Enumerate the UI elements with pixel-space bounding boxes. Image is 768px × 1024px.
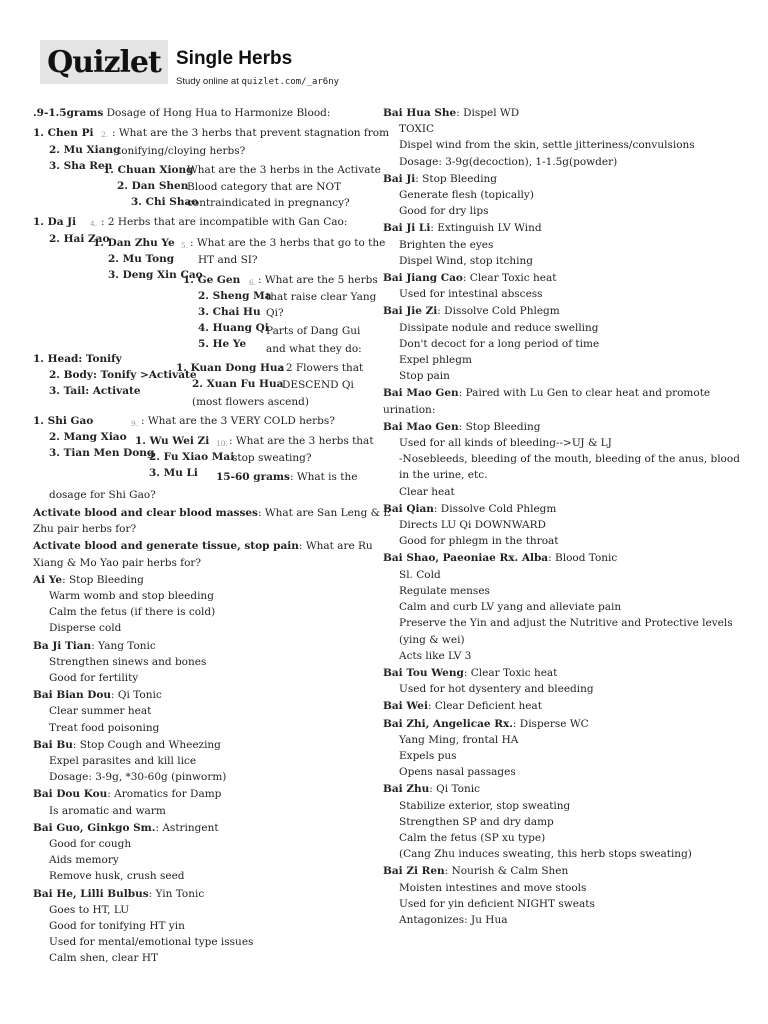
entry-heading: [33, 572, 368, 588]
card-4-question-1: : 2 Herbs that are incompatible with Gan Cao:: [101, 216, 348, 228]
entry-separator: :: [433, 502, 441, 515]
entry-heading: [33, 820, 368, 836]
study-url[interactable]: quizlet.com/_ar6ny: [241, 77, 340, 87]
entry-heading: [33, 505, 391, 521]
entry-heading: [33, 737, 368, 753]
entry-heading: [383, 698, 743, 714]
entry-heading: [383, 419, 743, 435]
card-7-question-2: and what they do:: [266, 343, 362, 355]
card-7-term-3: 3. Tail: Activate: [49, 385, 141, 397]
card-5-question-1: : What are the 3 herbs that go to the: [190, 237, 386, 249]
card-7-term-1: 1. Head: Tonify: [33, 353, 122, 365]
entry-definition: What are Ru: [305, 540, 373, 553]
entry-definition: Qi Tonic: [436, 783, 480, 796]
card-2-question-1: : What are the 3 herbs that prevent stagnation from: [112, 127, 390, 139]
entry-heading: [383, 550, 743, 566]
entry-detail: Strengthen sinews and bones: [49, 655, 207, 668]
entry-definition: Disperse WC: [519, 717, 589, 730]
entry-definition: Yang Tonic: [98, 639, 156, 652]
right-column: [383, 105, 743, 929]
left-entry: [33, 572, 368, 637]
entry-heading: [383, 171, 743, 187]
left-entry: [33, 638, 368, 687]
card-4-term-2: 2. Hai Zao: [49, 233, 110, 245]
card-11-question-2: dosage for Shi Gao?: [49, 489, 156, 501]
entry-detail: Sl. Cold: [399, 568, 441, 581]
entry-separator: :: [462, 272, 470, 285]
entry-definition: Dissolve Cold Phlegm: [440, 502, 557, 515]
entry-separator: :: [298, 540, 306, 553]
entry-heading: [383, 781, 743, 797]
entry-definition: Astringent: [162, 821, 219, 834]
entry-detail: Clear heat: [399, 485, 455, 498]
entry-detail: Good for fertility: [49, 672, 139, 685]
entry-detail: Good for cough: [49, 838, 132, 851]
entry-detail: Preserve the Yin and adjust the Nutritive and Protective levels: [399, 617, 733, 630]
entry-separator: :: [91, 639, 99, 652]
entry-separator: :: [148, 887, 156, 900]
entry-term: Bai Mao Gen: [383, 387, 459, 400]
entry-detail: Remove husk, crush seed: [49, 870, 185, 883]
card-8-question-3: (most flowers ascend): [192, 396, 309, 408]
logo-text: Quizlet: [47, 44, 161, 80]
study-prefix: Study online at: [176, 76, 242, 87]
entry-definition: Clear Toxic heat: [470, 666, 558, 679]
right-entry: [383, 863, 743, 928]
entry-separator: :: [415, 172, 423, 185]
card-3-term-3: 3. Chi Shao: [131, 196, 199, 208]
right-entry: [383, 105, 743, 170]
entry-detail: Clear summer heat: [49, 705, 152, 718]
card-11: [216, 470, 357, 484]
card-3-term-1: 1. Chuan Xiong: [103, 164, 194, 176]
entry-detail: Strengthen SP and dry damp: [399, 815, 554, 828]
entry-separator: :: [107, 788, 115, 801]
entry-term: Bai Hua She: [383, 107, 457, 119]
card-2-term-2: 2. Mu Xiang: [49, 144, 121, 156]
card-7-term-2: 2. Body: Tonify >Activate: [49, 369, 197, 381]
entry-definition: Yin Tonic: [155, 887, 205, 900]
card-6-term-5: 5. He Ye: [198, 338, 247, 350]
entry-detail: Calm the fetus (SP xu type): [399, 831, 546, 844]
entry-detail: Expel phlegm: [399, 354, 472, 367]
entry-definition: Stop Cough and Wheezing: [79, 738, 221, 751]
card-2-term-3: 3. Sha Ren: [49, 160, 113, 172]
entry-heading: [383, 105, 743, 121]
card-10-term-2: 2. Fu Xiao Mai: [149, 451, 235, 463]
entry-definition: Stop Bleeding: [68, 573, 144, 586]
entry-detail: Disperse cold: [49, 622, 122, 635]
entry-term: Bai Bu: [33, 738, 73, 751]
left-entry: [33, 538, 373, 570]
entry-detail: (Cang Zhu induces sweating, this herb stops sweating): [399, 848, 692, 861]
entry-term: Bai Mao Gen: [383, 420, 459, 433]
entry-definition: Qi Tonic: [117, 689, 162, 702]
entry-term: Bai Jie Zi: [383, 305, 438, 318]
card-5-num: 5.: [181, 241, 189, 250]
card-4-term-1: 1. Da Ji: [33, 216, 77, 228]
card-2-term-1: 1. Chen Pi: [33, 127, 94, 139]
entry-definition: Nourish & Calm Shen: [451, 865, 569, 878]
entry-detail: Used for yin deficient NIGHT sweats: [399, 897, 595, 910]
set-title: Single Herbs: [176, 48, 293, 69]
entry-detail: Calm and curb LV yang and alleviate pain: [399, 601, 622, 614]
entry-detail: Stop pain: [399, 370, 450, 383]
card-1-term: .9-1.5grams: [33, 107, 104, 119]
entry-separator: :: [458, 387, 466, 400]
entry-term: Bai Dou Kou: [33, 788, 108, 801]
card-7-question-1: Parts of Dang Gui: [266, 325, 361, 337]
entry-detail: Warm womb and stop bleeding: [49, 590, 214, 603]
entry-detail: Antagonizes: Ju Hua: [399, 913, 508, 926]
entry-detail: Dispel Wind, stop itching: [399, 254, 533, 267]
card-5-term-1: 1. Dan Zhu Ye: [93, 237, 175, 249]
card-9-question-1: : What are the 3 VERY COLD herbs?: [141, 415, 335, 427]
right-entry: [383, 781, 743, 862]
entry-separator: :: [512, 717, 520, 730]
card-3-question-1: What are the 3 herbs in the Activate: [187, 164, 381, 176]
card-3-term-2: 2. Dan Shen: [117, 180, 189, 192]
left-entry: [33, 687, 368, 736]
entry-term: Bai Ji Li: [383, 222, 431, 235]
entry-definition: Dispel WD: [463, 107, 520, 119]
entry-heading: [33, 638, 368, 654]
entry-separator: :: [444, 865, 452, 878]
entry-heading: [383, 220, 743, 236]
entry-heading: [383, 270, 743, 286]
card-8-term-1: 1. Kuan Dong Hua: [176, 362, 285, 374]
card-11-term: 15-60 grams: [216, 471, 290, 483]
entry-term: Bai Zi Ren: [383, 865, 445, 878]
entry-definition: Aromatics for Damp: [114, 788, 222, 801]
entry-detail: Expels pus: [399, 749, 457, 762]
card-6-question-2: that raise clear Yang: [266, 291, 377, 303]
entry-definition: Paired with Lu Gen to clear heat and promote: [465, 387, 711, 400]
entry-detail: Good for dry lips: [399, 205, 489, 218]
entry-term: Bai Bian Dou: [33, 689, 112, 702]
entry-definition: What are San Leng & E: [264, 507, 391, 519]
right-entry: [383, 698, 743, 714]
entry-detail: Acts like LV 3: [399, 649, 472, 662]
entry-definition: Clear Deficient heat: [434, 700, 542, 713]
card-10-term-1: 1. Wu Wei Zi: [135, 435, 210, 447]
right-entry: [383, 270, 743, 302]
card-4-num: 4.: [90, 219, 98, 228]
entry-separator: :: [72, 738, 80, 751]
card-8-question-2: DESCEND Qi: [282, 379, 354, 391]
right-entry: [383, 501, 743, 550]
entry-definition: urination:: [383, 403, 436, 416]
entry-term: Activate blood and clear blood masses: [33, 507, 258, 519]
left-entry: [33, 786, 368, 818]
entry-detail: Used for all kinds of bleeding-->UJ & LJ: [399, 437, 612, 450]
right-entry: [383, 171, 743, 220]
card-8-term-2: 2. Xuan Fu Hua: [192, 378, 284, 390]
entry-separator: :: [437, 305, 445, 318]
card-5-term-3: 3. Deng Xin Cao: [108, 269, 203, 281]
card-10-term-3: 3. Mu Li: [149, 467, 198, 479]
entry-detail: Calm the fetus (if there is cold): [49, 606, 216, 619]
entry-definition: Zhu pair herbs for?: [33, 523, 137, 536]
card-8-question-1: : 2 Flowers that: [279, 362, 364, 374]
left-entry: [33, 505, 391, 537]
entry-definition: Extinguish LV Wind: [437, 222, 542, 235]
card-5-question-2: HT and SI?: [198, 254, 258, 266]
entry-definition: Blood Tonic: [555, 552, 618, 565]
entry-heading-cont: [33, 521, 368, 537]
entry-heading-cont: [383, 402, 743, 418]
entry-detail: Moisten intestines and move stools: [399, 881, 587, 894]
entry-detail: TOXIC: [399, 123, 435, 136]
entry-term: Ba Ji Tian: [33, 639, 92, 652]
entry-term: Bai Tou Weng: [383, 666, 464, 679]
card-6-term-4: 4. Huang Qi: [198, 322, 269, 334]
entry-detail: Brighten the eyes: [399, 238, 494, 251]
right-entry: [383, 419, 743, 500]
entry-detail: Opens nasal passages: [399, 766, 516, 779]
entry-term: Bai Shao, Paeoniae Rx. Alba: [383, 552, 549, 565]
entry-term: Bai Wei: [383, 700, 428, 713]
entry-detail: Regulate menses: [399, 584, 490, 597]
entry-detail: Don't decoct for a long period of time: [399, 337, 600, 350]
entry-detail: Good for tonifying HT yin: [49, 920, 185, 933]
right-entry: [383, 303, 743, 384]
entry-heading-cont: [33, 555, 368, 571]
entry-detail: Dispel wind from the skin, settle jitteriness/convulsions: [399, 139, 695, 152]
entry-detail: Calm shen, clear HT: [49, 952, 158, 965]
entry-separator: :: [463, 666, 471, 679]
quizlet-logo: [40, 40, 168, 84]
card-6-question-3: Qi?: [266, 307, 284, 319]
entry-term: Bai Qian: [383, 502, 434, 515]
entry-detail: Stabilize exterior, stop sweating: [399, 799, 571, 812]
entry-detail: Goes to HT, LU: [49, 903, 130, 916]
right-entry: [383, 665, 743, 697]
card-10-question-1: : What are the 3 herbs that: [229, 435, 374, 447]
entry-detail: Yang Ming, frontal HA: [399, 733, 519, 746]
entry-term: Bai He, Lilli Bulbus: [33, 887, 149, 900]
entry-heading: [383, 716, 743, 732]
card-6-term-3: 3. Chai Hu: [198, 306, 261, 318]
entry-definition: Xiang & Mo Yao pair herbs for?: [33, 556, 202, 569]
entry-term: Bai Zhu: [383, 783, 430, 796]
entry-term: Bai Ji: [383, 172, 416, 185]
entry-detail: Good for phlegm in the throat: [399, 535, 559, 548]
entry-definition: Stop Bleeding: [422, 172, 498, 185]
card-10-question-2: stop sweating?: [232, 452, 312, 464]
entry-detail: Directs LU Qi DOWNWARD: [399, 519, 546, 532]
entry-heading: [33, 886, 368, 902]
entry-term: Ai Ye: [33, 573, 63, 586]
entry-separator: :: [429, 783, 437, 796]
card-2-num: 2.: [101, 130, 109, 139]
entry-heading: [33, 786, 368, 802]
entry-definition: Stop Bleeding: [465, 420, 541, 433]
entry-heading: [383, 665, 743, 681]
card-6-term-1: 1. Ge Gen: [183, 274, 241, 286]
entry-separator: :: [548, 552, 555, 565]
entry-heading: [383, 501, 743, 517]
card-9-term-1: 1. Shi Gao: [33, 415, 94, 427]
left-entry: [33, 737, 368, 786]
entry-detail: Dissipate nodule and reduce swelling: [399, 321, 599, 334]
entry-term: Bai Guo, Ginkgo Sm.: [33, 821, 156, 834]
entry-heading: [33, 538, 373, 554]
entry-separator: :: [111, 689, 118, 702]
entry-detail: Is aromatic and warm: [49, 804, 166, 817]
right-entry: [383, 716, 743, 781]
card-11-question-1: : What is the: [289, 471, 358, 483]
entry-detail: Treat food poisoning: [49, 721, 160, 734]
right-entry: [383, 385, 743, 417]
left-entry: [33, 886, 368, 967]
entry-separator: :: [427, 700, 435, 713]
entry-separator: :: [430, 222, 438, 235]
card-6-term-2: 2. Sheng Ma: [198, 290, 272, 302]
entry-heading: [383, 303, 743, 319]
right-entry: [383, 550, 743, 663]
left-column: [33, 505, 391, 968]
entry-detail: Used for mental/emotional type issues: [49, 936, 254, 949]
card-3-question-2: Blood category that are NOT: [187, 181, 342, 193]
entry-separator: :: [257, 507, 265, 519]
entry-heading: [33, 687, 368, 703]
entry-detail: -Nosebleeds, bleeding of the mouth, bleeding of the anus, blood: [399, 453, 740, 466]
entry-term: Bai Zhi, Angelicae Rx.: [383, 717, 513, 730]
entry-term: Bai Jiang Cao: [383, 272, 463, 285]
entry-detail: Expel parasites and kill lice: [49, 755, 197, 768]
card-9-term-2: 2. Mang Xiao: [49, 431, 127, 443]
card-5-term-2: 2. Mu Tong: [108, 253, 175, 265]
entry-heading: [383, 863, 743, 879]
card-2-question-2: tonifying/cloying herbs?: [117, 145, 246, 157]
study-online-text: [176, 76, 339, 87]
entry-definition: Clear Toxic heat: [469, 272, 557, 285]
entry-detail: Aids memory: [49, 854, 119, 867]
entry-separator: :: [458, 420, 466, 433]
entry-detail: Dosage: 3-9g(decoction), 1-1.5g(powder): [399, 155, 618, 168]
entry-detail: Generate flesh (topically): [399, 189, 534, 202]
entry-heading: [383, 385, 743, 401]
card-9-num: 9.: [131, 419, 139, 428]
card-3-question-3: contraindicated in pregnancy?: [187, 197, 350, 209]
entry-separator: :: [62, 573, 69, 586]
entry-detail: Used for intestinal abscess: [399, 288, 543, 301]
card-6-num: 6.: [249, 278, 257, 287]
entry-detail: Used for hot dysentery and bleeding: [399, 683, 594, 696]
entry-separator: :: [456, 107, 464, 119]
card-1: [33, 106, 330, 120]
entry-definition: Dissolve Cold Phlegm: [444, 305, 560, 318]
left-entry: [33, 820, 368, 885]
card-9-term-3: 3. Tian Men Dong: [49, 447, 155, 459]
right-entry: [383, 220, 743, 269]
entry-separator: :: [155, 821, 163, 834]
entry-detail: Dosage: 3-9g, *30-60g (pinworm): [49, 771, 227, 784]
entry-detail: (ying & wei): [399, 633, 465, 646]
entry-term: Activate blood and generate tissue, stop pain: [33, 540, 299, 553]
card-1-def: Dosage of Hong Hua to Harmonize Blood:: [106, 107, 331, 119]
card-10-num: 10.: [216, 439, 228, 448]
card-6-question-1: : What are the 5 herbs: [258, 274, 378, 286]
entry-detail: in the urine, etc.: [399, 469, 488, 482]
